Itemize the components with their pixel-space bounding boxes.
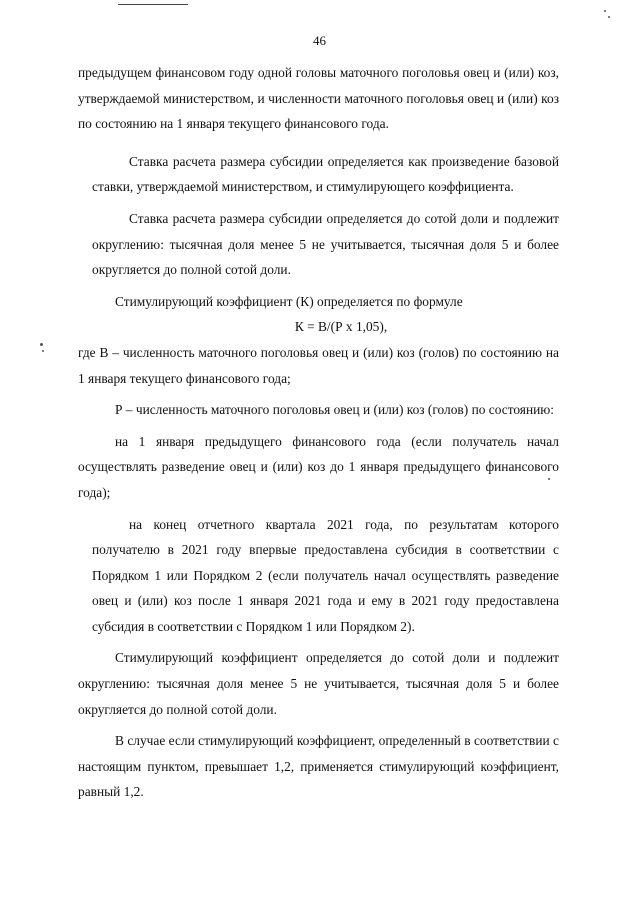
scan-artifact-dot xyxy=(42,350,44,352)
scan-artifact-dot xyxy=(608,16,610,18)
paragraph-rate-rounding: Ставка расчета размера субсидии определяется до сотой доли и подлежит округлению: тысячная доля менее 5 не учитывается, тысячная доля 5 и более округляется до полной сотой доли. xyxy=(92,210,559,278)
scan-artifact-dot xyxy=(604,10,606,12)
paragraph-coefficient-cap: В случае если стимулирующий коэффициент, определенный в соответствии с настоящим пунктом, превышает 1,2, применяется стимулирующий коэффициент, равный 1,2. xyxy=(78,733,559,800)
paragraph-definition-b: где В – численность маточного поголовья овец и (или) коз (голов) по состоянию на 1 января текущего финансового года; xyxy=(78,344,559,386)
paragraph-coefficient-intro: Стимулирующий коэффициент (К) определяется по формуле xyxy=(115,293,463,309)
paragraph-coefficient-rounding: Стимулирующий коэффициент определяется до сотой доли и подлежит округлению: тысячная доля менее 5 не учитывается, тысячная доля 5 и более округляется до полной сотой доли. xyxy=(78,650,559,717)
paragraph-rate-calculation: Ставка расчета размера субсидии определяется как произведение базовой ставки, утверждаемой министерством, и стимулирующего коэффициента. xyxy=(92,153,559,195)
document-body xyxy=(78,60,559,805)
paragraph-definition-p: Р – численность маточного поголовья овец и (или) коз (голов) по состоянию: xyxy=(115,402,555,418)
paragraph-condition-previous-year: на 1 января предыдущего финансового года (если получатель начал осуществлять разведение овец и (или) коз до 1 января предыдущего финансового года); xyxy=(78,433,559,500)
scan-artifact-line xyxy=(118,4,188,5)
paragraph-continuation: предыдущем финансовом году одной головы маточного поголовья овец и (или) коз, утверждаемой министерством, и численности маточного поголовья овец и (или) коз по состоянию на 1 января текущего финансового года. xyxy=(78,65,559,132)
page-number: 46 xyxy=(313,33,326,48)
formula: К = В/(Р х 1,05), xyxy=(294,319,388,335)
paragraph-condition-2021: на конец отчетного квартала 2021 года, по результатам которого получателю в 2021 году впервые предоставлена субсидия в соответствии с Порядком 1 или Порядком 2 (если получатель начал осуществлять разведение овец и (или) коз после 1 января 2021 года и ему в 2021 году предоставлена субсидия в соответствии с Порядком 1 или Порядком 2). xyxy=(92,516,559,634)
scan-artifact-dot xyxy=(40,343,43,346)
